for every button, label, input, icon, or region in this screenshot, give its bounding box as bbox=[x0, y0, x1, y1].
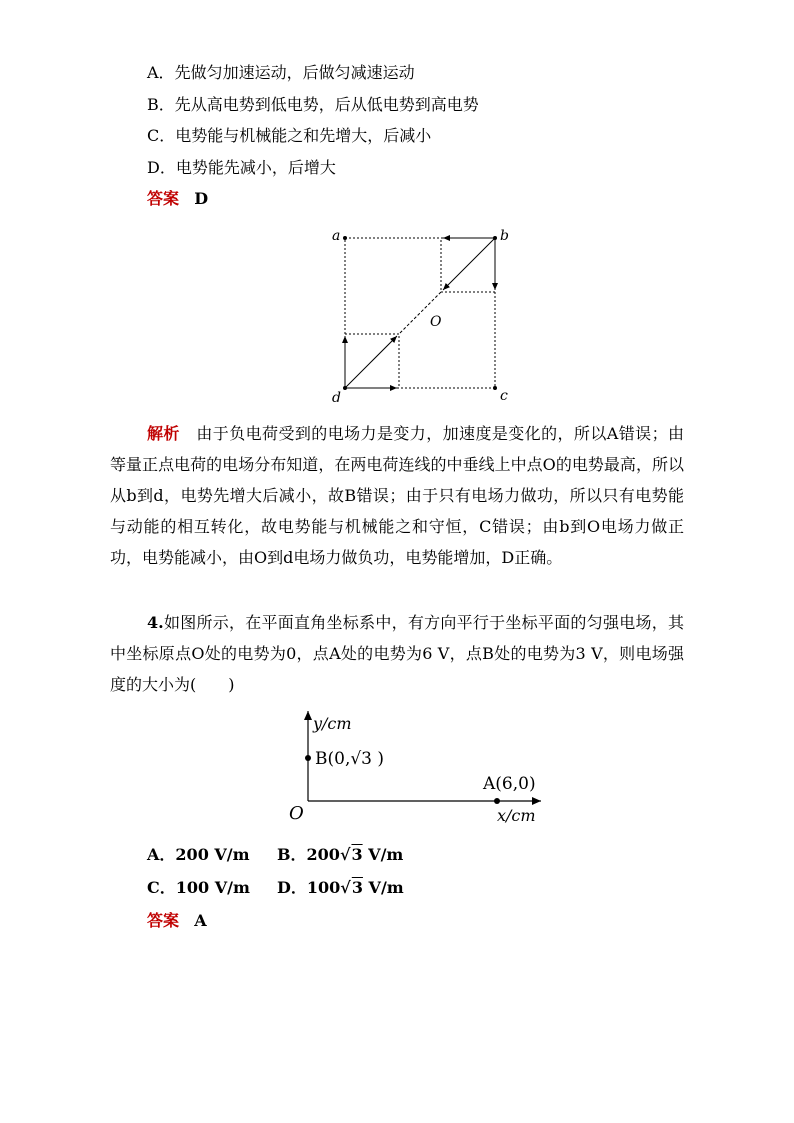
analysis-label: 解析 bbox=[147, 424, 180, 443]
option-letter: B． bbox=[147, 95, 175, 114]
origin-label: O bbox=[289, 803, 304, 824]
option-value: 200 bbox=[306, 845, 340, 864]
option-text: 先做匀加速运动，后做匀减速运动 bbox=[174, 63, 415, 82]
arrow-b-diag bbox=[443, 238, 495, 290]
option-letter: A． bbox=[147, 845, 176, 864]
sqrt-radicand: 3 bbox=[351, 845, 363, 864]
question-4 bbox=[110, 607, 684, 700]
option-c bbox=[147, 126, 431, 146]
option-text: 电势能与机械能之和先增大，后减小 bbox=[175, 126, 432, 145]
point-a-dot bbox=[494, 798, 500, 804]
q4-options-row-2 bbox=[147, 878, 404, 898]
answer-value: A bbox=[194, 911, 207, 930]
option-unit: V/m bbox=[362, 878, 404, 897]
label-o: O bbox=[430, 314, 442, 330]
option-text: 电势能先减小，后增大 bbox=[175, 158, 336, 177]
answer-line-1 bbox=[147, 189, 208, 209]
q4-option-c bbox=[147, 878, 277, 898]
answer-label: 答案 bbox=[147, 189, 180, 208]
q4-option-b: B．200√3 V/m bbox=[277, 845, 404, 864]
point-c bbox=[493, 386, 497, 390]
question-text: 如图所示，在平面直角坐标系中，有方向平行于坐标平面的匀强电场，其中坐标原点O处的电势为0，点A处的电势为6 V，点B处的电势为3 V，则电场强度的大小为( ) bbox=[110, 613, 684, 694]
analysis-paragraph bbox=[110, 418, 684, 573]
option-letter: D． bbox=[147, 158, 176, 177]
option-unit: V/m bbox=[362, 845, 404, 864]
answer-value: D bbox=[194, 189, 209, 208]
point-d bbox=[343, 386, 347, 390]
option-value: 100 V/m bbox=[175, 878, 250, 897]
point-b bbox=[493, 236, 497, 240]
field-diagram bbox=[318, 220, 518, 410]
option-value: 200 V/m bbox=[175, 845, 250, 864]
point-b-dot bbox=[305, 755, 311, 761]
label-a: a bbox=[332, 228, 341, 244]
point-b-label: B(0,√3 ) bbox=[315, 749, 385, 769]
question-number: 4. bbox=[147, 613, 164, 632]
arrow-d-diag bbox=[345, 336, 397, 388]
sqrt-radicand: 3 bbox=[351, 878, 363, 897]
coordinate-diagram bbox=[283, 703, 551, 833]
option-letter: C． bbox=[147, 126, 176, 145]
analysis-text: 由于负电荷受到的电场力是变力，加速度是变化的，所以A错误；由等量正点电荷的电场分布知道，在两电荷连线的中垂线上中点O的电势最高，所以从b到d，电势先增大后减小，故B错误；由于只有电场力做功，所以只有电势能与动能的相互转化，故电势能与机械能之和守恒，C错误；由b到O电场力做正功，电势能减小，由O到d电场力做负功，电势能增加，D正确。 bbox=[110, 424, 684, 567]
option-value: 100 bbox=[306, 878, 341, 897]
label-b: b bbox=[500, 228, 509, 244]
answer-line-2 bbox=[147, 911, 207, 931]
x-axis-label: x/cm bbox=[497, 806, 536, 825]
option-b bbox=[147, 95, 479, 115]
option-a bbox=[147, 63, 415, 83]
q4-option-a bbox=[147, 845, 277, 865]
option-letter: B． bbox=[277, 845, 307, 864]
answer-label: 答案 bbox=[147, 911, 180, 930]
q4-option-d: D．100√3 V/m bbox=[277, 878, 404, 897]
option-letter: A． bbox=[147, 63, 175, 82]
q4-options-row-1 bbox=[147, 845, 403, 865]
y-axis-label: y/cm bbox=[313, 714, 352, 733]
option-text: 先从高电势到低电势，后从低电势到高电势 bbox=[174, 95, 479, 114]
option-letter: D． bbox=[277, 878, 307, 897]
label-c: c bbox=[500, 388, 508, 404]
option-d bbox=[147, 158, 336, 178]
point-a-label: A(6,0) bbox=[483, 774, 536, 794]
label-d: d bbox=[332, 390, 341, 406]
option-letter: C． bbox=[147, 878, 176, 897]
point-a bbox=[343, 236, 347, 240]
